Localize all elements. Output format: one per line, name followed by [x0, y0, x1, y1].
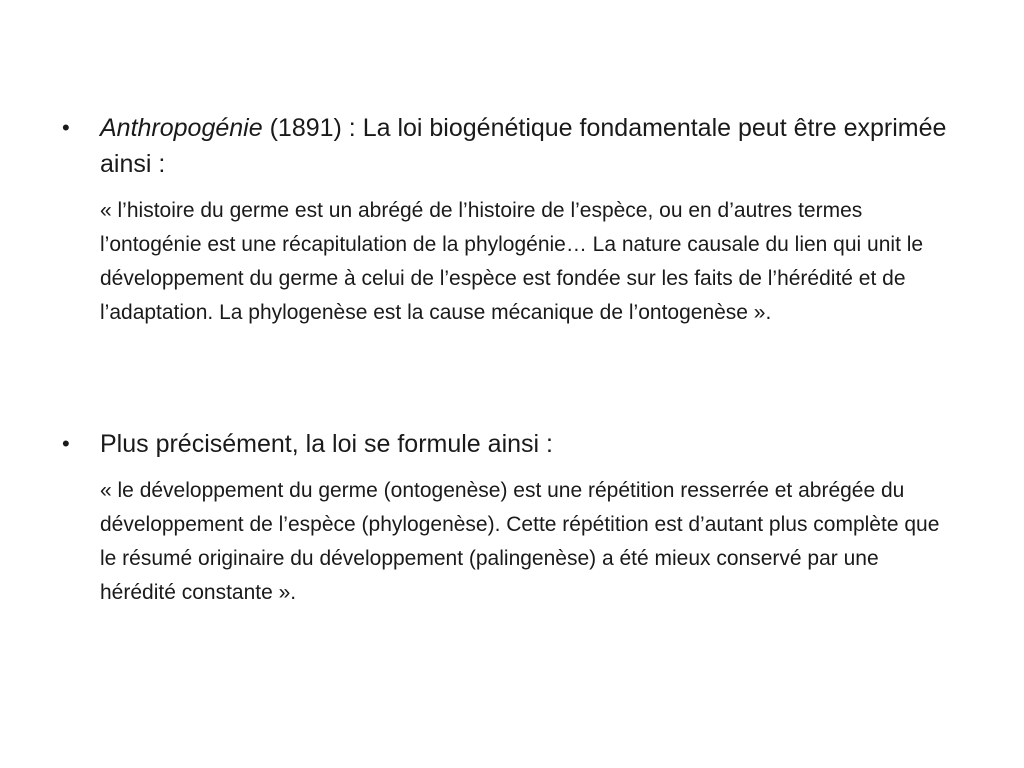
- book-title: Anthropogénie: [100, 114, 263, 142]
- bullet-heading-text: [100, 114, 946, 178]
- quote-paragraph: « le développement du germe (ontogenèse) est une répétition resserrée et abrégée du développement de l’espèce (phylogenèse). Cette répétition est d’autant plus complète que le résumé originaire du développement (palingenèse) a été mieux conservé par une hérédité constante ».: [100, 479, 940, 604]
- bullet-block-formule: [62, 426, 962, 610]
- bullet-dot-icon: •: [62, 115, 70, 140]
- bullet-heading: [62, 110, 962, 182]
- bullet-block-anthropogenie: [62, 110, 962, 330]
- bullet-heading: [62, 426, 962, 462]
- bullet-dot-icon: •: [62, 431, 70, 456]
- quote-paragraph: « l’histoire du germe est un abrégé de l’histoire de l’espèce, ou en d’autres termes l’ontogénie est une récapitulation de la phylogénie… La nature causale du lien qui unit le développement du germe à celui de l’espèce est fondée sur les faits de l’hérédité et de l’adaptation. La phylogenèse est la cause mécanique de l’ontogenèse ».: [100, 199, 924, 324]
- heading-rest: (1891) : La loi biogénétique fondamentale peut être exprimée ainsi :: [100, 114, 947, 178]
- heading-rest: Plus précisément, la loi se formule ainsi :: [100, 430, 553, 458]
